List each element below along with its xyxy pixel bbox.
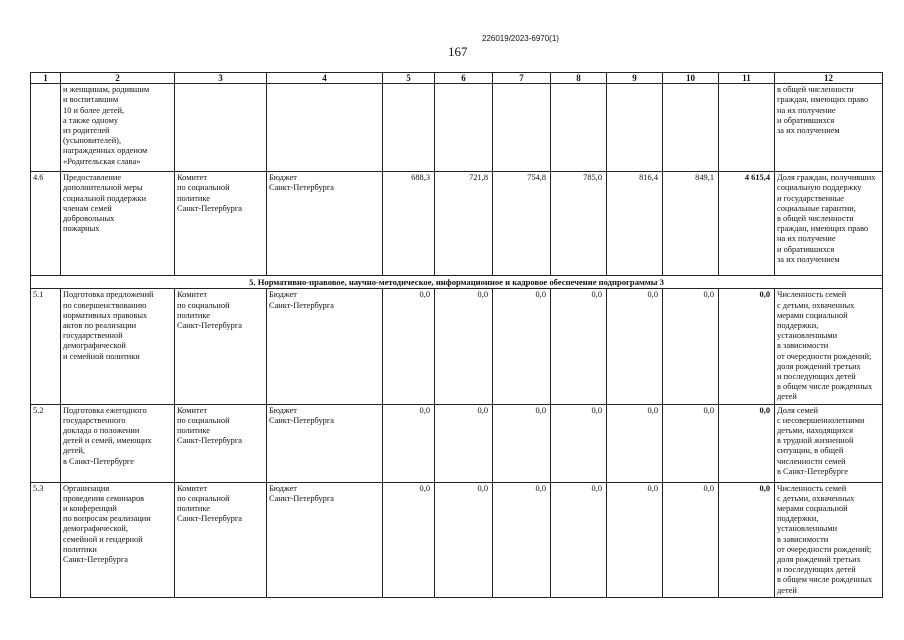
col-header: 8 [551, 73, 607, 84]
col-header: 11 [719, 73, 775, 84]
funding-source [267, 84, 383, 172]
year-value: 0,0 [493, 289, 551, 404]
funding-source: Бюджет Санкт-Петербурга [267, 172, 383, 276]
total-value: 4 615,4 [719, 172, 775, 276]
year-value: 785,0 [551, 172, 607, 276]
year-value: 0,0 [607, 482, 663, 597]
measure-name: и женщинам, родившим и воспитавшим 10 и более детей, а также одному из родителей (усыновителей), награжденных орденом «Родительская слава» [61, 84, 175, 172]
indicator: Численность семей с детьми, охваченных мерами социальной поддержки, установленными в зависимости от очередности рождений; доля рождений третьих и последующих детей в общем числе рожденных детей [775, 482, 883, 597]
total-value: 0,0 [719, 289, 775, 404]
year-value: 816,4 [607, 172, 663, 276]
funding-source: Бюджет Санкт-Петербурга [267, 404, 383, 482]
section-row [31, 276, 883, 289]
executor: Комитет по социальной политике Санкт-Петербурга [175, 172, 267, 276]
row-number: 5.1 [31, 289, 61, 404]
table-row [31, 482, 883, 597]
document-id: 226019/2023-6970(1) [482, 34, 559, 43]
year-value: 0,0 [663, 482, 719, 597]
year-value: 849,1 [663, 172, 719, 276]
table-row [31, 404, 883, 482]
col-header: 4 [267, 73, 383, 84]
indicator: в общей численности граждан, имеющих право на их получение и обратившихся за их получением [775, 84, 883, 172]
executor: Комитет по социальной политике Санкт-Петербурга [175, 289, 267, 404]
col-header: 3 [175, 73, 267, 84]
executor [175, 84, 267, 172]
year-value: 0,0 [435, 482, 493, 597]
col-header: 2 [61, 73, 175, 84]
col-header: 5 [383, 73, 435, 84]
col-header: 10 [663, 73, 719, 84]
indicator: Доля семей с несовершеннолетними детьми, находящихся в трудной жизненной ситуации, в общей численности семей в Санкт-Петербурге [775, 404, 883, 482]
measure-name: Предоставление дополнительной меры социальной поддержки членам семей добровольных пожарных [61, 172, 175, 276]
year-value: 688,3 [383, 172, 435, 276]
year-value: 0,0 [551, 482, 607, 597]
indicator: Доля граждан, получивших социальную поддержку и государственные социальные гарантии, в общей численности граждан, имеющих право на их получение и обратившихся за их получением [775, 172, 883, 276]
row-number: 4.6 [31, 172, 61, 276]
year-value: 0,0 [435, 289, 493, 404]
year-value: 0,0 [551, 289, 607, 404]
table-row [31, 172, 883, 276]
total-value: 0,0 [719, 404, 775, 482]
section-title: 5. Нормативно-правовое, научно-методическое, информационное и кадровое обеспечение подпрограммы 3 [31, 276, 883, 289]
col-header: 7 [493, 73, 551, 84]
row-number: 5.2 [31, 404, 61, 482]
year-value: 0,0 [551, 404, 607, 482]
year-value: 0,0 [493, 404, 551, 482]
table-row-continued [31, 84, 883, 172]
year-value: 721,8 [435, 172, 493, 276]
row-number: 5.3 [31, 482, 61, 597]
total-value: 0,0 [719, 482, 775, 597]
program-table [30, 72, 883, 598]
measure-name: Подготовка предложений по совершенствованию нормативных правовых актов по реализации государственной демографической и семейной политики [61, 289, 175, 404]
year-value: 0,0 [383, 482, 435, 597]
year-value: 0,0 [383, 404, 435, 482]
indicator: Численность семей с детьми, охваченных мерами социальной поддержки, установленными в зависимости от очередности рождений; доля рождений третьих и последующих детей в общем числе рожденных детей [775, 289, 883, 404]
measure-name: Подготовка ежегодного государственного доклада о положении детей и семей, имеющих детей, в Санкт-Петербурге [61, 404, 175, 482]
col-header: 1 [31, 73, 61, 84]
column-number-row [31, 73, 883, 84]
year-value: 0,0 [383, 289, 435, 404]
year-value: 0,0 [663, 289, 719, 404]
row-number [31, 84, 61, 172]
year-value: 0,0 [663, 404, 719, 482]
measure-name: Организация проведения семинаров и конференций по вопросам реализации демографической, семейной и гендерной политики Санкт-Петербурга [61, 482, 175, 597]
funding-source: Бюджет Санкт-Петербурга [267, 482, 383, 597]
year-value: 0,0 [435, 404, 493, 482]
col-header: 9 [607, 73, 663, 84]
col-header: 12 [775, 73, 883, 84]
year-value: 0,0 [607, 404, 663, 482]
year-value: 0,0 [493, 482, 551, 597]
col-header: 6 [435, 73, 493, 84]
year-value: 0,0 [607, 289, 663, 404]
page-number: 167 [448, 44, 468, 59]
table-row [31, 289, 883, 404]
executor: Комитет по социальной политике Санкт-Петербурга [175, 482, 267, 597]
year-value: 754,8 [493, 172, 551, 276]
executor: Комитет по социальной политике Санкт-Петербурга [175, 404, 267, 482]
funding-source: Бюджет Санкт-Петербурга [267, 289, 383, 404]
